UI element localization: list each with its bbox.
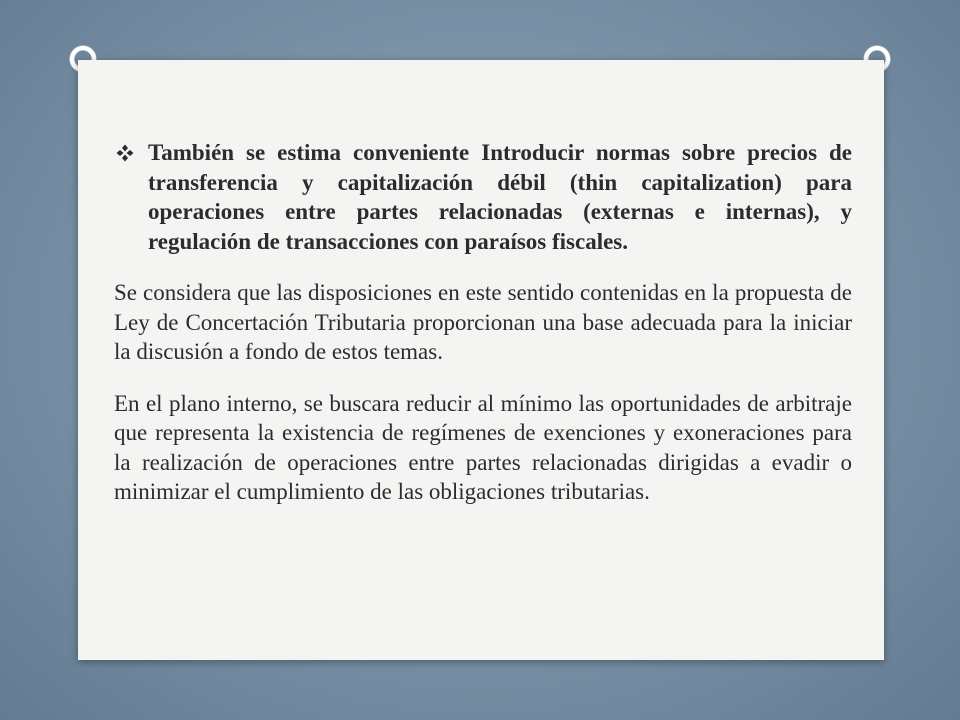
paragraph-1: Se considera que las disposiciones en este sentido contenidas en la propuesta de Ley de Concertación Tributaria proporcionan una base adecuada para la iniciar la discusión a fondo de estos temas.	[114, 280, 852, 364]
slide-content	[114, 138, 852, 529]
bullet-text: También se estima conveniente Introducir normas sobre precios de transferencia y capitalización débil (thin capitalization) para operaciones entre partes relacionadas (externas e internas), y regulación de transacciones con paraísos fiscales.	[148, 140, 852, 254]
paragraph-2: En el plano interno, se buscara reducir al mínimo las oportunidades de arbitraje que representa la existencia de regímenes de exenciones y exoneraciones para la realización de operaciones entre partes relacionadas dirigidas a evadir o minimizar el cumplimiento de las obligaciones tributarias.	[114, 390, 852, 504]
four-diamond-bullet-icon	[114, 138, 136, 167]
bullet-item	[114, 138, 852, 256]
